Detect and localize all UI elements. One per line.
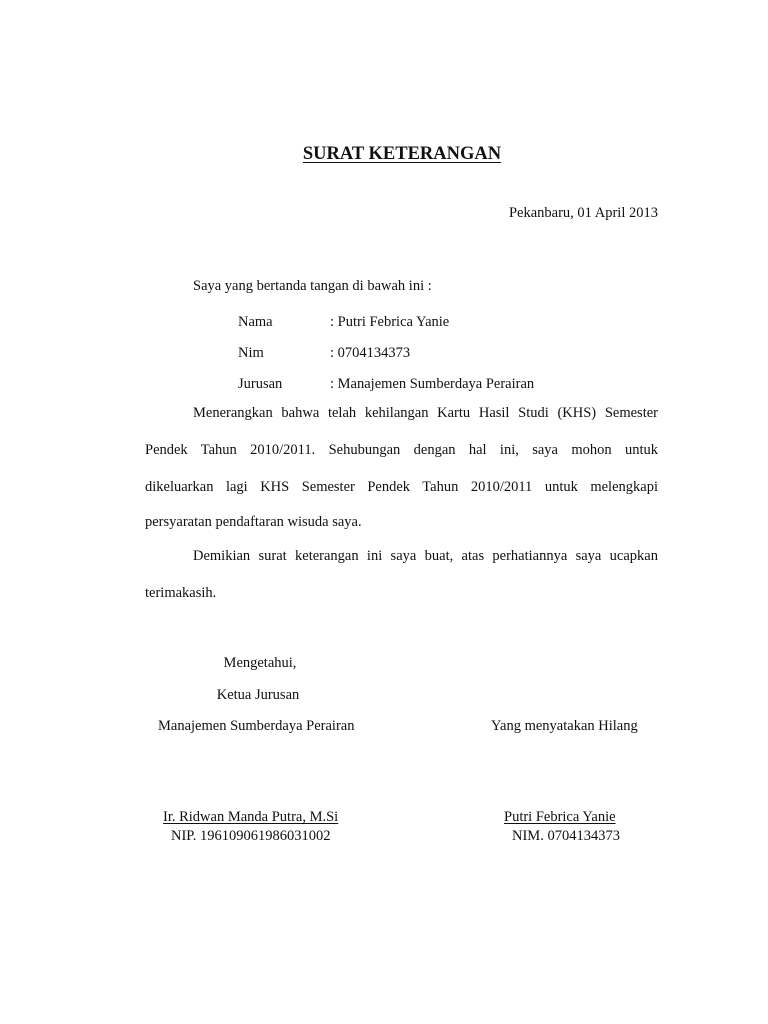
field-label-jurusan: Jurusan <box>238 376 283 392</box>
role-text: Ketua Jurusan <box>216 687 300 703</box>
field-value-nim: : 0704134373 <box>330 345 411 361</box>
field-value-nama: : Putri Febrica Yanie <box>330 314 450 330</box>
signatory-nim: NIM. 0704134373 <box>512 828 620 844</box>
statement-text: Yang menyatakan Hilang <box>491 718 638 734</box>
body-line: Demikian surat keterangan ini saya buat, atas perhatiannya saya ucapkan <box>193 548 658 564</box>
acknowledged-text: Mengetahui, <box>223 655 297 671</box>
department-text: Manajemen Sumberdaya Perairan <box>158 718 355 734</box>
signatory-name-right: Putri Febrica Yanie <box>504 809 616 825</box>
body-line: Menerangkan bahwa telah kehilangan Kartu Hasil Studi (KHS) Semester <box>193 405 658 421</box>
field-value-jurusan: : Manajemen Sumberdaya Perairan <box>330 376 535 392</box>
body-line: terimakasih. <box>145 585 217 601</box>
place-date: Pekanbaru, 01 April 2013 <box>508 205 658 221</box>
field-label-nim: Nim <box>238 345 264 361</box>
intro-text: Saya yang bertanda tangan di bawah ini : <box>193 278 432 294</box>
field-label-nama: Nama <box>238 314 273 330</box>
body-line: Pendek Tahun 2010/2011. Sehubungan dengan hal ini, saya mohon untuk <box>145 442 658 458</box>
body-line: dikeluarkan lagi KHS Semester Pendek Tahun 2010/2011 untuk melengkapi <box>145 479 658 495</box>
signatory-name-left: Ir. Ridwan Manda Putra, M.Si <box>163 809 339 825</box>
signatory-nip: NIP. 196109061986031002 <box>171 828 331 844</box>
body-line: persyaratan pendaftaran wisuda saya. <box>145 514 362 530</box>
letter-title: SURAT KETERANGAN <box>302 144 502 164</box>
